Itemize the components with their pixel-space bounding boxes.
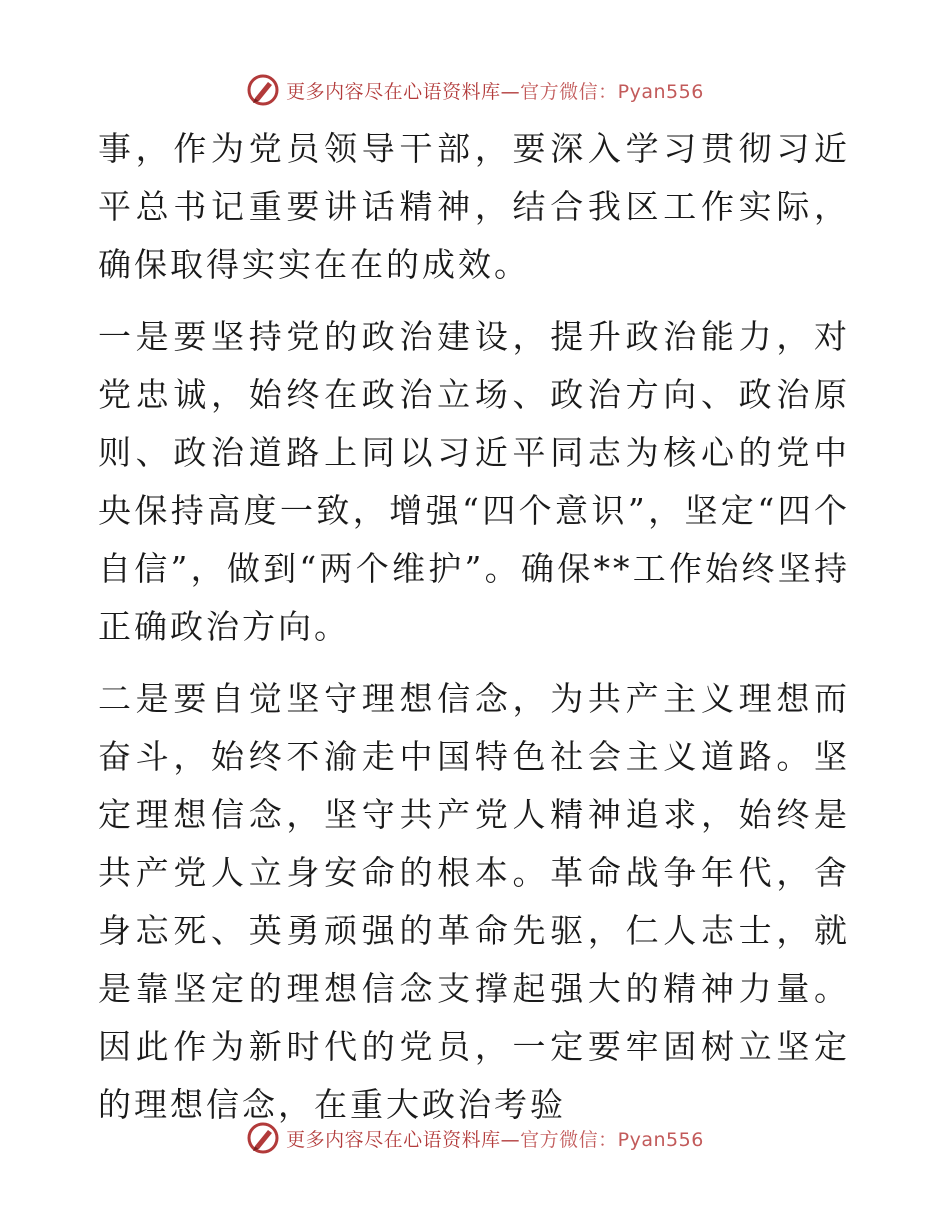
paragraph-point-two: 二是要自觉坚守理想信念，为共产主义理想而奋斗，始终不渝走中国特色社会主义道路。坚定理想信念，坚守共产党人精神追求，始终是共产党人立身安命的根本。革命战争年代，舍身忘死、英勇顽强的革命先驱，仁人志士，就是靠坚定的理想信念支撑起强大的精神力量。因此作为新时代的党员，一定要牢固树立坚定的理想信念，在重大政治考验 — [98, 679, 850, 1124]
footer-watermark — [0, 1118, 950, 1158]
document-body — [98, 120, 850, 1134]
watermark-separator: — — [500, 1128, 521, 1151]
watermark-text — [286, 77, 704, 104]
pen-logo-icon — [246, 1121, 280, 1155]
watermark-wechat: 官方微信：Pyan556 — [520, 80, 704, 103]
paragraph-continued: 事，作为党员领导干部，要深入学习贯彻习近平总书记重要讲话精神，结合我区工作实际，确保取得实实在在的成效。 — [98, 129, 850, 284]
paragraph-point-one: 一是要坚持党的政治建设，提升政治能力，对党忠诚，始终在政治立场、政治方向、政治原则、政治道路上同以习近平同志为核心的党中央保持高度一致，增强“四个意识”，坚定“四个自信”，做到“两个维护”。确保**工作始终坚持正确政治方向。 — [98, 317, 850, 646]
watermark-brand: 更多内容尽在心语资料库 — [286, 80, 501, 103]
pen-logo-icon — [246, 73, 280, 107]
header-watermark — [0, 70, 950, 110]
watermark-separator: — — [500, 80, 521, 103]
watermark-brand: 更多内容尽在心语资料库 — [286, 1128, 501, 1151]
watermark-text — [286, 1125, 704, 1152]
watermark-wechat: 官方微信：Pyan556 — [520, 1128, 704, 1151]
